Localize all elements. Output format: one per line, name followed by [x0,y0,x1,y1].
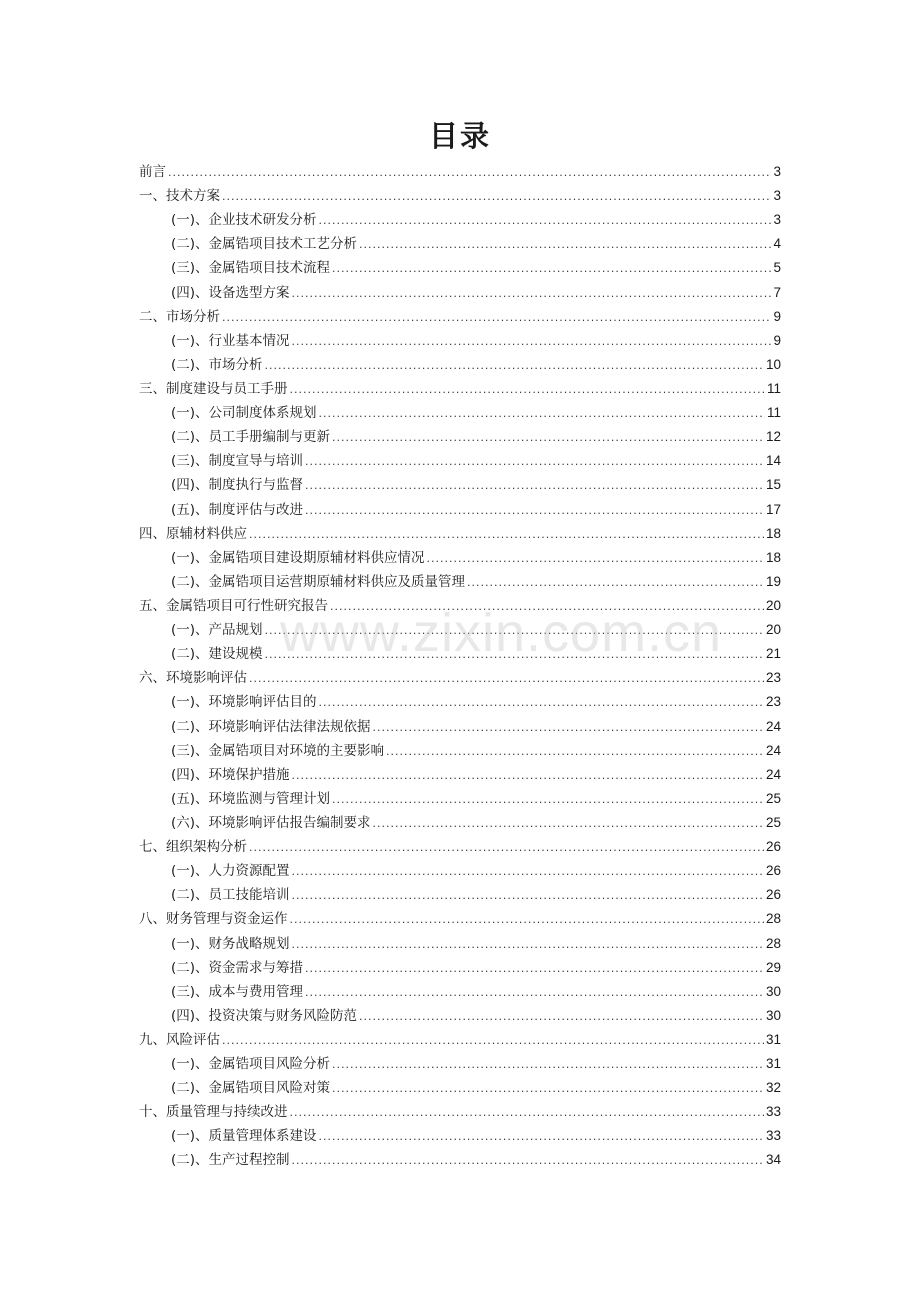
dot-leader [319,691,764,715]
toc-page-number: 25 [765,790,781,806]
dot-leader [222,1029,764,1053]
toc-section-entry[interactable] [139,811,781,835]
page-title: 目录 [428,119,491,153]
toc-entry-label: (二)、资金需求与筹措 [171,959,304,976]
toc-section-entry[interactable] [139,1148,781,1172]
toc-entry-label: (四)、投资决策与财务风险防范 [171,1007,358,1024]
toc-section-entry[interactable] [139,715,781,739]
dot-leader [265,643,764,667]
dot-leader [427,547,764,571]
toc-chapter-entry[interactable] [139,184,781,208]
dot-leader [373,716,764,740]
toc-page-number: 18 [765,549,781,565]
toc-section-entry[interactable] [139,980,781,1004]
toc-entry-label: 十、质量管理与持续改进 [139,1104,288,1121]
toc-page-number: 11 [766,380,781,396]
dot-leader [319,209,772,233]
toc-entry-label: (一)、质量管理体系建设 [171,1128,317,1145]
toc-entry-label: (三)、金属锆项目技术流程 [171,260,331,277]
toc-section-entry[interactable] [139,546,781,570]
toc-entry-label: (二)、建设规模 [171,646,263,663]
toc-section-entry[interactable] [139,353,781,377]
dot-leader [305,474,764,498]
toc-entry-label: (二)、金属锆项目风险对策 [171,1080,331,1097]
toc-entry-label: (一)、公司制度体系规划 [171,405,317,422]
toc-section-entry[interactable] [139,498,781,522]
toc-chapter-entry[interactable] [139,160,781,184]
dot-leader [265,354,764,378]
dot-leader [265,619,764,643]
toc-page-number: 30 [765,983,781,999]
toc-section-entry[interactable] [139,570,781,594]
toc-entry-label: 四、原辅材料供应 [139,525,247,542]
toc-chapter-entry[interactable] [139,1100,781,1124]
dot-leader [305,981,764,1005]
toc-section-entry[interactable] [139,642,781,666]
toc-entry-label: (六)、环境影响评估报告编制要求 [171,814,371,831]
toc-page-number: 31 [765,1031,781,1047]
dot-leader [359,1005,764,1029]
toc-section-entry[interactable] [139,859,781,883]
toc-page-number: 26 [765,839,781,855]
toc-section-entry[interactable] [139,208,781,232]
toc-section-entry[interactable] [139,932,781,956]
toc-page-number: 18 [765,525,781,541]
dot-leader [467,571,764,595]
toc-entry-label: 一、技术方案 [139,188,220,205]
dot-leader [332,788,764,812]
toc-entry-label: (一)、金属锆项目风险分析 [171,1056,331,1073]
toc-chapter-entry[interactable] [139,666,781,690]
toc-page-number: 28 [765,935,781,951]
dot-leader [386,740,764,764]
dot-leader [292,884,764,908]
toc-page-number: 33 [765,1104,781,1120]
toc-section-entry[interactable] [139,281,781,305]
toc-section-entry[interactable] [139,618,781,642]
toc-page-number: 33 [765,1128,781,1144]
toc-entry-label: (四)、设备选型方案 [171,284,290,301]
toc-chapter-entry[interactable] [139,594,781,618]
toc-entry-label: (二)、金属锆项目技术工艺分析 [171,236,358,253]
toc-section-entry[interactable] [139,763,781,787]
toc-section-entry[interactable] [139,1124,781,1148]
dot-leader [305,499,764,523]
toc-chapter-entry[interactable] [139,907,781,931]
toc-page-number: 14 [765,453,781,469]
toc-section-entry[interactable] [139,1076,781,1100]
toc-page-number: 23 [765,670,781,686]
dot-leader [222,185,771,209]
toc-entry-label: (一)、环境影响评估目的 [171,694,317,711]
toc-entry-label: (一)、行业基本情况 [171,332,290,349]
toc-page-number: 20 [765,622,781,638]
toc-section-entry[interactable] [139,473,781,497]
toc-page-number: 7 [773,284,781,300]
dot-leader [292,282,772,306]
toc-page-number: 26 [765,887,781,903]
toc-page-number: 3 [773,164,781,179]
toc-entry-label: (四)、环境保护措施 [171,766,290,783]
toc-page-number: 9 [773,332,781,348]
toc-chapter-entry[interactable] [139,377,781,401]
toc-entry-label: 三、制度建设与员工手册 [139,380,288,397]
toc-entry-label: (二)、市场分析 [171,356,263,373]
dot-leader [292,764,764,788]
dot-leader [305,450,764,474]
watermark: www.zixin.com.cn [280,603,723,663]
toc-entry-label: (二)、金属锆项目运营期原辅材料供应及质量管理 [171,573,466,590]
toc-chapter-entry[interactable] [139,1028,781,1052]
toc-page-number: 26 [765,863,781,879]
toc-entry-label: 前言 [139,164,166,180]
dot-leader [292,860,764,884]
toc-section-entry[interactable] [139,1004,781,1028]
toc-section-entry[interactable] [139,329,781,353]
toc-entry-label: (二)、员工手册编制与更新 [171,429,331,446]
dot-leader [319,1125,764,1149]
dot-leader [332,426,764,450]
toc-page-number: 19 [765,573,781,589]
toc-page-number: 21 [765,646,781,662]
toc-page-number: 24 [765,742,781,758]
toc-entry-label: 九、风险评估 [139,1031,220,1048]
toc-page-number: 20 [765,597,781,613]
table-of-contents [139,160,781,1173]
toc-section-entry[interactable] [139,1052,781,1076]
toc-entry-label: 六、环境影响评估 [139,670,247,687]
toc-section-entry[interactable] [139,401,781,425]
toc-entry-label: 二、市场分析 [139,308,220,325]
dot-leader [290,378,765,402]
toc-entry-label: 七、组织架构分析 [139,839,247,856]
dot-leader [249,836,764,860]
toc-entry-label: 八、财务管理与资金运作 [139,911,288,928]
dot-leader [290,1101,764,1125]
dot-leader [332,1077,764,1101]
toc-entry-label: (三)、金属锆项目对环境的主要影响 [171,742,385,759]
toc-section-entry[interactable] [139,739,781,763]
dot-leader [373,812,764,836]
toc-section-entry[interactable] [139,956,781,980]
toc-entry-label: (三)、成本与费用管理 [171,983,304,1000]
toc-section-entry[interactable] [139,883,781,907]
toc-page-number: 3 [773,188,781,204]
toc-entry-label: (五)、制度评估与改进 [171,501,304,518]
toc-entry-label: (二)、员工技能培训 [171,887,290,904]
toc-section-entry[interactable] [139,425,781,449]
toc-entry-label: (一)、财务战略规划 [171,935,290,952]
toc-page-number: 31 [765,1056,781,1072]
toc-page-number: 11 [766,405,781,421]
toc-entry-label: (四)、制度执行与监督 [171,477,304,494]
dot-leader [319,402,765,426]
toc-page-number: 24 [765,766,781,782]
toc-page-number: 9 [773,308,781,324]
dot-leader [168,161,771,185]
toc-section-entry[interactable] [139,787,781,811]
toc-entry-label: (一)、人力资源配置 [171,863,290,880]
toc-section-entry[interactable] [139,232,781,256]
toc-page-number: 34 [765,1152,781,1168]
dot-leader [332,1053,764,1077]
toc-page-number: 3 [773,212,781,228]
toc-page-number: 32 [765,1080,781,1096]
toc-page-number: 29 [765,959,781,975]
dot-leader [292,1149,764,1173]
toc-page-number: 10 [765,356,781,372]
toc-page-number: 15 [765,477,781,493]
toc-page-number: 25 [765,814,781,830]
dot-leader [249,523,764,547]
toc-entry-label: 五、金属锆项目可行性研究报告 [139,597,328,614]
toc-section-entry[interactable] [139,690,781,714]
dot-leader [359,233,771,257]
toc-chapter-entry[interactable] [139,835,781,859]
dot-leader [305,957,764,981]
toc-section-entry[interactable] [139,256,781,280]
toc-page-number: 23 [765,694,781,710]
toc-entry-label: (一)、产品规划 [171,622,263,639]
toc-page-number: 5 [773,260,781,276]
dot-leader [292,933,764,957]
toc-entry-label: (二)、环境影响评估法律法规依据 [171,718,371,735]
toc-page-number: 17 [765,501,781,517]
toc-chapter-entry[interactable] [139,522,781,546]
dot-leader [332,257,771,281]
dot-leader [249,667,764,691]
toc-entry-label: (二)、生产过程控制 [171,1152,290,1169]
dot-leader [330,595,764,619]
toc-page-number: 24 [765,718,781,734]
dot-leader [292,330,772,354]
dot-leader [222,306,771,330]
toc-entry-label: (三)、制度宣导与培训 [171,453,304,470]
toc-page-number: 12 [765,429,781,445]
toc-entry-label: (一)、金属锆项目建设期原辅材料供应情况 [171,549,425,566]
toc-chapter-entry[interactable] [139,305,781,329]
toc-entry-label: (五)、环境监测与管理计划 [171,790,331,807]
toc-page-number: 4 [773,236,781,252]
toc-page-number: 28 [765,911,781,927]
toc-page-number: 30 [765,1007,781,1023]
dot-leader [290,908,764,932]
toc-entry-label: (一)、企业技术研发分析 [171,212,317,229]
toc-section-entry[interactable] [139,449,781,473]
